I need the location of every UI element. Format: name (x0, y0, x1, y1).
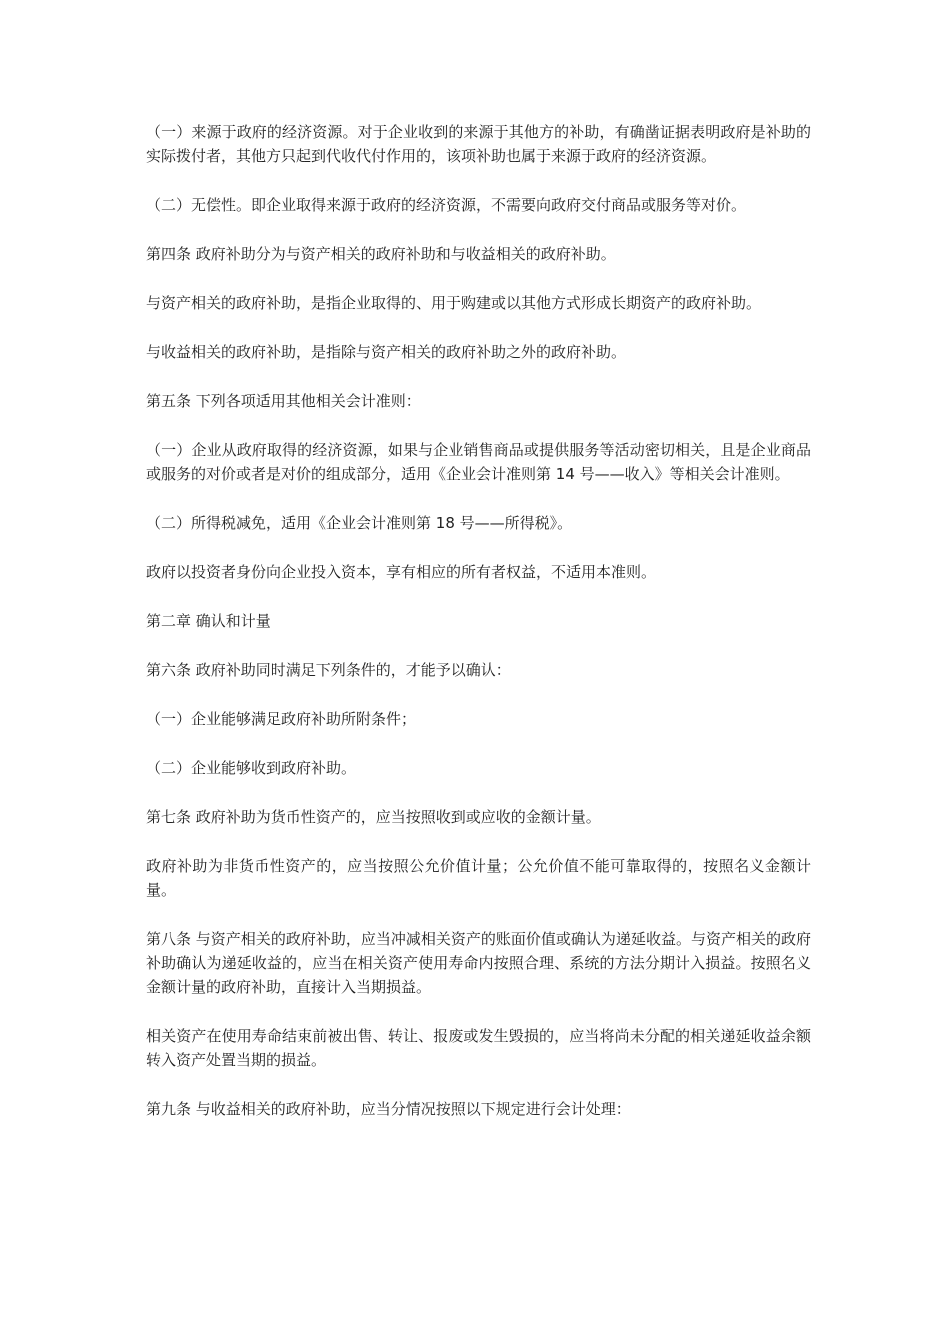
paragraph-article-7: 第七条 政府补助为货币性资产的，应当按照收到或应收的金额计量。 (146, 808, 601, 826)
paragraph-income-related-definition: 与收益相关的政府补助，是指除与资产相关的政府补助之外的政府补助。 (146, 343, 627, 361)
paragraph-asset-related-definition: 与资产相关的政府补助，是指企业取得的、用于购建或以其他方式形成长期资产的政府补助。 (146, 294, 762, 312)
paragraph-condition-1: （一）企业能够满足政府补助所附条件； (146, 710, 417, 728)
paragraph-article-4: 第四条 政府补助分为与资产相关的政府补助和与收益相关的政府补助。 (146, 245, 616, 263)
paragraph-article-6: 第六条 政府补助同时满足下列条件的，才能予以确认： (146, 661, 511, 679)
paragraph-source-of-resources: （一）来源于政府的经济资源。对于企业收到的来源于其他方的补助，有确凿证据表明政府是补助的实际拨付者，其他方只起到代收代付作用的，该项补助也属于来源于政府的经济资源。 (146, 123, 811, 165)
paragraph-article-8: 第八条 与资产相关的政府补助，应当冲减相关资产的账面价值或确认为递延收益。与资产相关的政府补助确认为递延收益的，应当在相关资产使用寿命内按照合理、系统的方法分期计入损益。按照名义金额计量的政府补助，直接计入当期损益。 (146, 930, 811, 996)
chapter-heading: 第二章 确认和计量 (146, 612, 271, 630)
paragraph-non-monetary: 政府补助为非货币性资产的，应当按照公允价值计量；公允价值不能可靠取得的，按照名义金额计量。 (146, 857, 811, 899)
paragraph-condition-2: （二）企业能够收到政府补助。 (146, 759, 357, 777)
paragraph-article-9: 第九条 与收益相关的政府补助，应当分情况按照以下规定进行会计处理： (146, 1100, 631, 1118)
document-body (146, 120, 811, 1146)
paragraph-article-5: 第五条 下列各项适用其他相关会计准则： (146, 392, 421, 410)
paragraph-income-tax-standard: （二）所得税减免，适用《企业会计准则第 18 号——所得税》。 (146, 514, 573, 532)
paragraph-investor-capital: 政府以投资者身份向企业投入资本，享有相应的所有者权益，不适用本准则。 (146, 563, 657, 581)
paragraph-revenue-standard: （一）企业从政府取得的经济资源，如果与企业销售商品或提供服务等活动密切相关，且是企业商品或服务的对价或者是对价的组成部分，适用《企业会计准则第 14 号——收入》等相关会计准则。 (146, 441, 811, 483)
paragraph-gratuitous: （二）无偿性。即企业取得来源于政府的经济资源，不需要向政府交付商品或服务等对价。 (146, 196, 747, 214)
paragraph-asset-disposal: 相关资产在使用寿命结束前被出售、转让、报废或发生毁损的，应当将尚未分配的相关递延收益余额转入资产处置当期的损益。 (146, 1027, 811, 1069)
